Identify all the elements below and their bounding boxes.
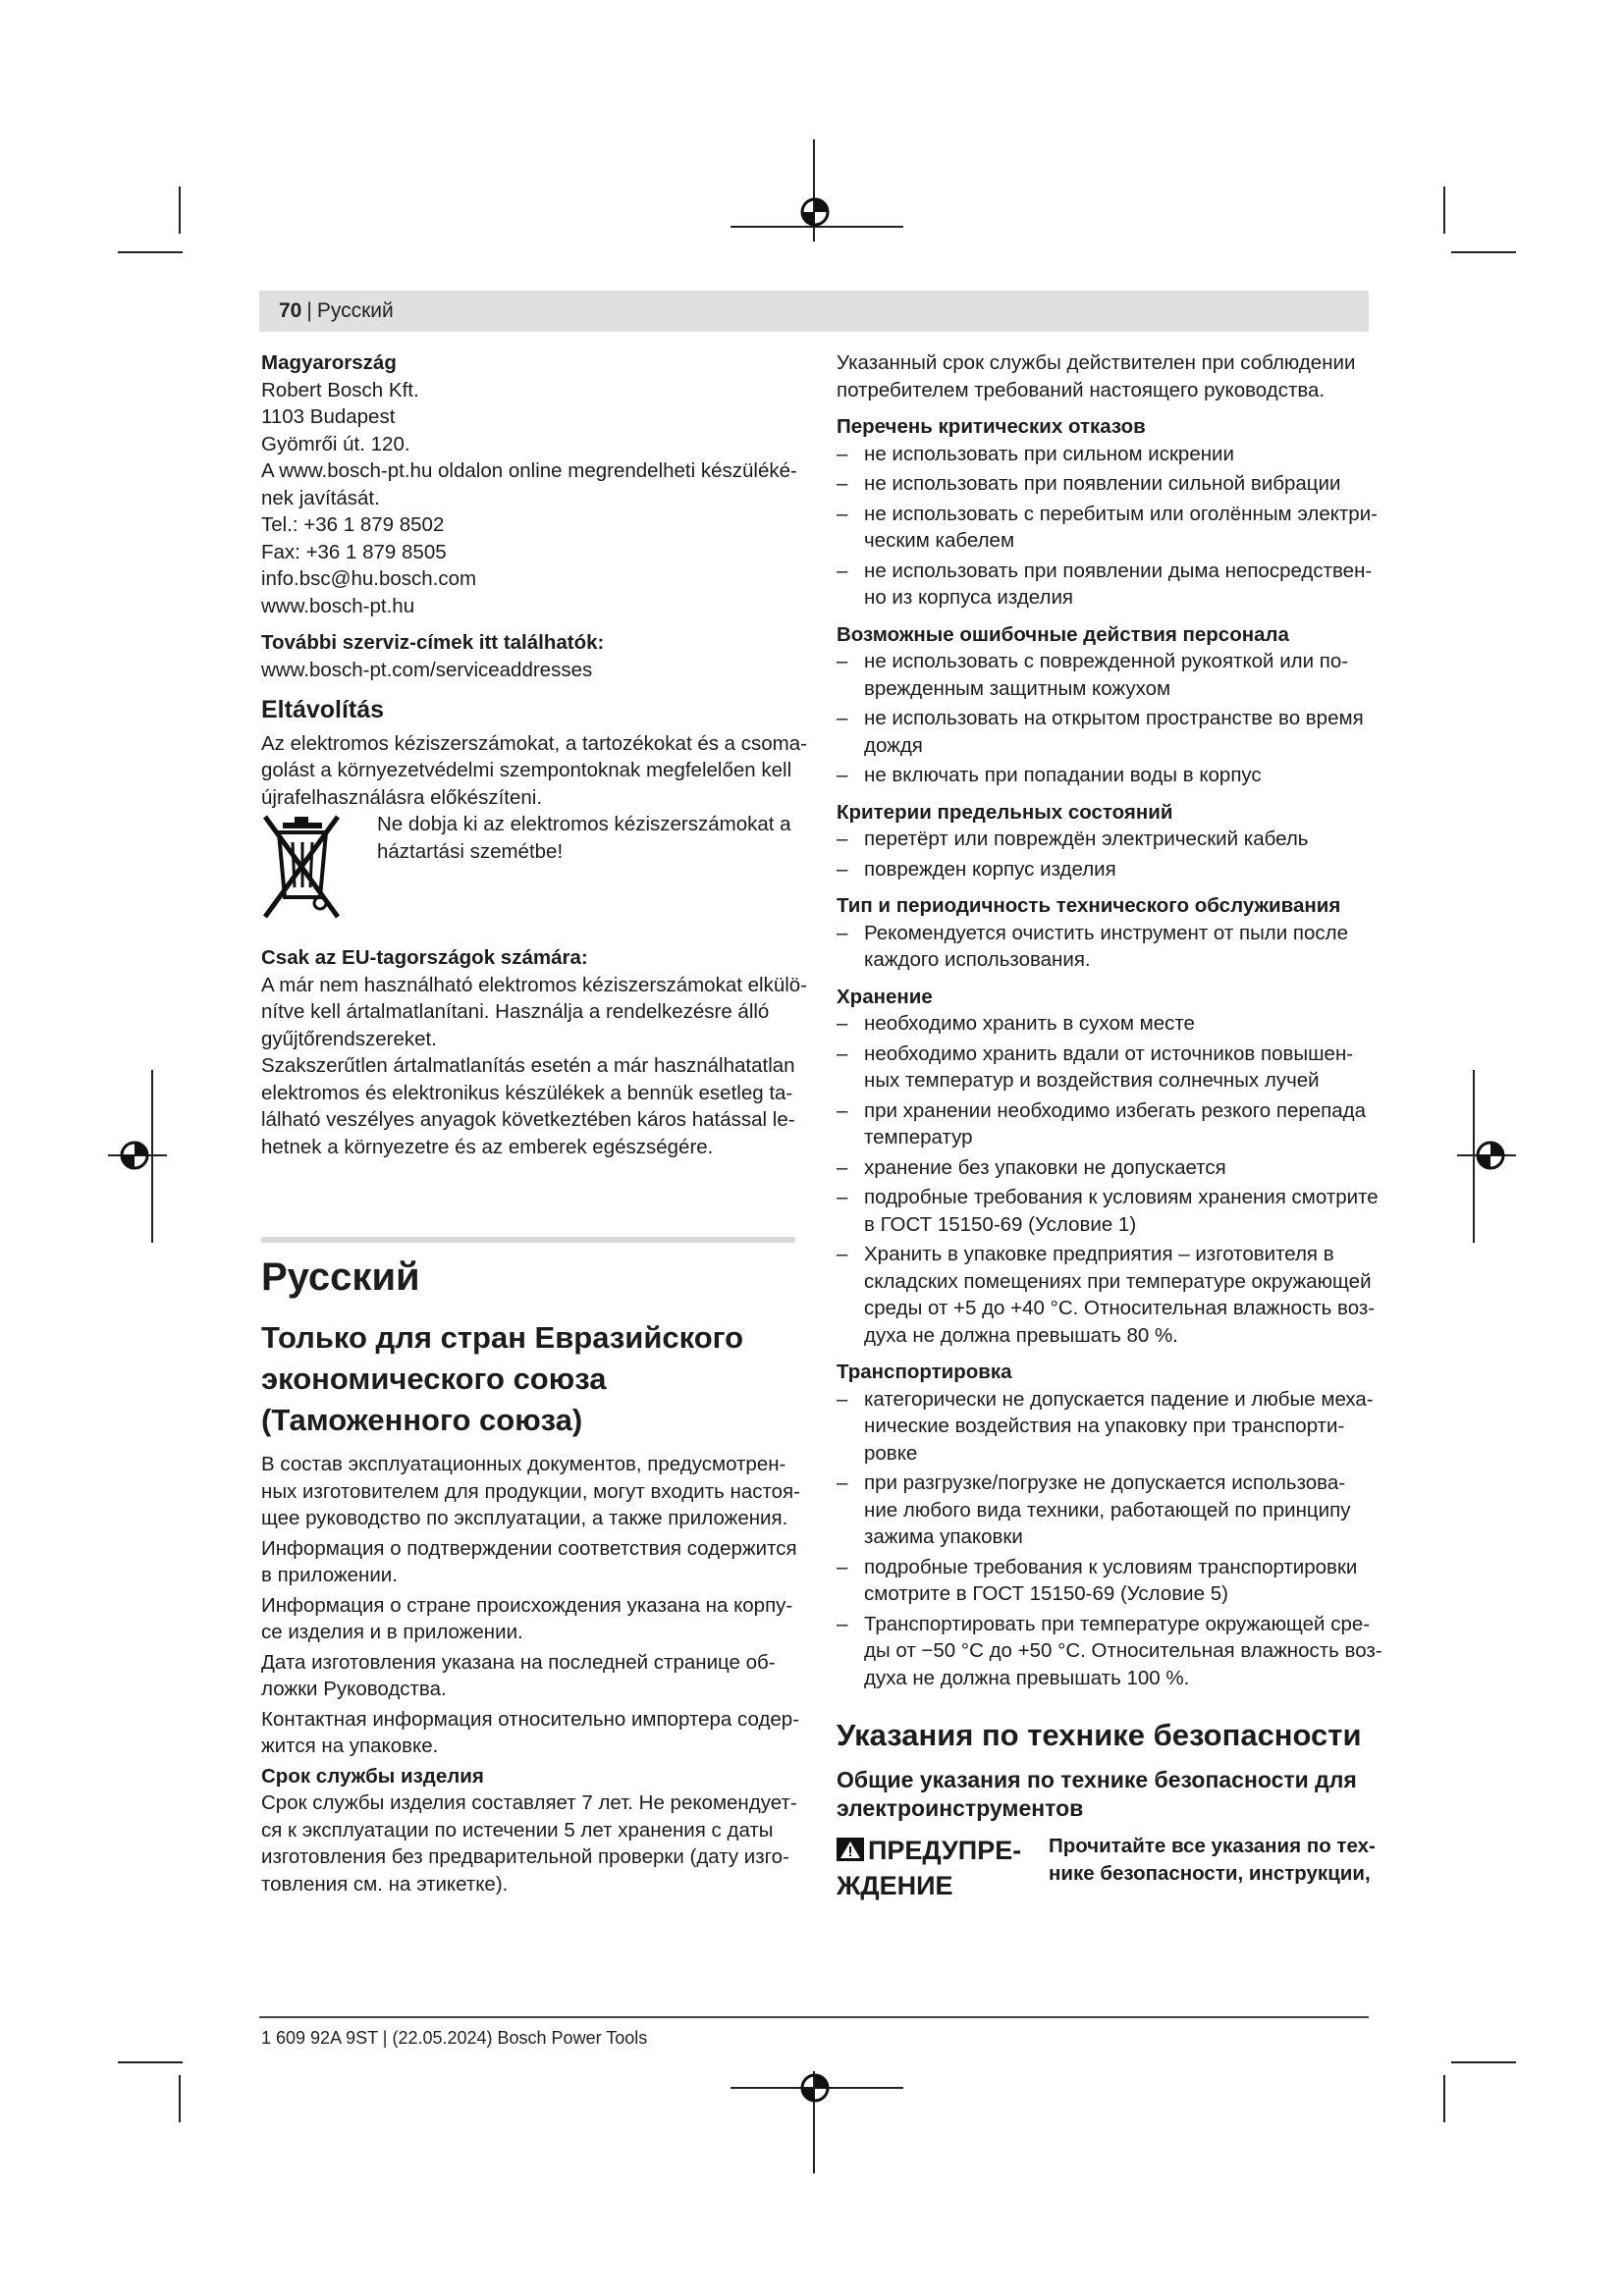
warning-text-line: Прочитайте все указания по тех- [1049, 1835, 1376, 1857]
warning-label-line: ЖДЕНИЕ [837, 1871, 953, 1900]
crop-mark [1451, 2061, 1516, 2063]
warning-text-line: нике безопасности, инструкции, [1049, 1862, 1371, 1885]
contact-email: info.bsc@hu.bosch.com [261, 567, 477, 590]
contact-line: 1103 Budapest [261, 405, 396, 428]
list-item-text: – Транспортировать при температуре окружающей сре- [864, 1612, 1371, 1635]
warning-block [837, 1833, 1375, 1911]
disposal-heading: Eltávolítás [261, 696, 385, 723]
registration-mark-icon [795, 192, 835, 232]
list-item [837, 558, 1375, 612]
warning-label-line: ПРЕДУПРЕ- [868, 1836, 1022, 1865]
footer-rule [259, 2016, 1369, 2018]
left-column [261, 349, 808, 1897]
footer-text: 1 609 92A 9ST | (22.05.2024) Bosch Power Tools [261, 2028, 648, 2048]
list-item-text: – при хранении необходимо избегать резкого перепада [864, 1098, 1367, 1122]
list-item [837, 1041, 1375, 1095]
safety-heading: Указания по технике безопасности [837, 1718, 1362, 1752]
warning-label [837, 1833, 1033, 1903]
list-item [837, 826, 1375, 853]
list-item-text: ных температур и воздействия солнечных лучей [864, 1069, 1320, 1092]
list-item [837, 1611, 1382, 1692]
section-heading: Тип и периодичность технического обслуживания [837, 894, 1341, 917]
disposal-text-line: újrafelhasználásra előkészíteni. [261, 785, 543, 809]
info-line: Информация о стране происхождения указана на корпу- [261, 1593, 793, 1617]
eaeu-heading-line: Только для стран Евразийского [261, 1320, 744, 1355]
list-item-text: но из корпуса изделия [864, 586, 1074, 609]
contact-fax: Fax: +36 1 879 8505 [261, 540, 447, 563]
info-paragraph [261, 1535, 796, 1589]
list-item-text: – подробные требования к условиям транспортировки [864, 1555, 1358, 1578]
service-life-heading: Срок службы изделия [261, 1764, 484, 1788]
crop-mark [118, 2061, 183, 2063]
list-item [837, 470, 1375, 498]
list-item [837, 856, 1375, 883]
list-item-text: – не использовать на открытом пространстве во время [864, 707, 1364, 729]
list-item [837, 1469, 1375, 1551]
service-addresses-url: www.bosch-pt.com/serviceaddresses [261, 658, 593, 681]
crop-mark [1443, 187, 1445, 234]
list-item [837, 1097, 1375, 1151]
eu-text-line: A már nem használható elektromos kéziszerszámokat elkülö- [261, 973, 808, 996]
intro-line: Указанный срок службы действителен при соблюдении [837, 351, 1356, 374]
more-addresses-heading: További szerviz-címek itt találhatók: [261, 631, 605, 654]
info-paragraph [261, 1592, 796, 1646]
eu-text-line: elektromos és elektronikus készülékek a bennük esetleg ta- [261, 1081, 793, 1104]
eu-text-line: hetnek a környezetre és az emberek egészségére. [261, 1135, 714, 1158]
info-paragraph [261, 1706, 800, 1760]
list-item-text: – Хранить в упаковке предприятия – изготовителя в [864, 1243, 1334, 1265]
weee-notice [261, 811, 796, 931]
info-line: се изделия и в приложении. [261, 1621, 523, 1643]
list-item-text: ческим кабелем [864, 529, 1015, 552]
eu-text-line: gyűjtőrendszereket. [261, 1027, 437, 1050]
section-heading: Возможные ошибочные действия персонала [837, 622, 1289, 646]
info-line: ложки Руководства. [261, 1678, 447, 1700]
info-line: Контактная информация относительно импортера содер- [261, 1707, 800, 1731]
service-life-line: Срок службы изделия составляет 7 лет. Не рекомендует- [261, 1791, 797, 1814]
list-item-text: – не использовать при появлении сильной вибрации [864, 472, 1341, 495]
warning-text [1049, 1833, 1378, 1888]
section-heading: Транспортировка [837, 1361, 1012, 1383]
eaeu-heading-line: экономического союза [261, 1362, 607, 1396]
language-heading: Русский [261, 1255, 420, 1299]
info-paragraph [261, 1451, 800, 1532]
info-line: жится на упаковке. [261, 1735, 439, 1757]
weee-text-line: háztartási szemétbe! [377, 839, 564, 863]
list-item-text: – Рекомендуется очистить инструмент от пыли после [864, 921, 1349, 944]
section-heading: Перечень критических отказов [837, 415, 1146, 438]
list-item-text: – при разгрузке/погрузке не допускается использова- [864, 1471, 1346, 1494]
crop-mark [179, 2075, 181, 2122]
info-line: Дата изготовления указана на последней странице об- [261, 1650, 776, 1674]
info-paragraph [261, 1649, 796, 1703]
contact-website: www.bosch-pt.hu [261, 594, 415, 617]
safety-subheading-line: Общие указания по технике безопасности для [837, 1767, 1357, 1792]
list-item [837, 1241, 1375, 1349]
disposal-text-line: golást a környezetvédelmi szempontoknak megfelelően kell [261, 759, 792, 781]
page-number: 70 [279, 299, 302, 322]
list-item [837, 1184, 1379, 1238]
weee-text-line: Ne dobja ki az elektromos kéziszerszámokat a [377, 813, 791, 835]
contact-line: nek javítását. [261, 486, 380, 509]
list-item [837, 1010, 1375, 1038]
list-item-text: – необходимо хранить в сухом месте [864, 1012, 1195, 1035]
list-item-text: среды от +5 до +40 °C. Относительная влажность воз- [864, 1297, 1376, 1319]
info-line: ных изготовителем для продукции, могут входить настоя- [261, 1479, 800, 1503]
eu-text-line: Szakszerűtlen ártalmatlanítás esetén a már használhatatlan [261, 1054, 795, 1077]
list-item [837, 1386, 1375, 1468]
list-item-text: зажима упаковки [864, 1525, 1023, 1548]
service-life-line: изготовления без предварительной проверки (дату изго- [261, 1845, 789, 1868]
list-item-text: – не использовать при появлении дыма непосредствен- [864, 559, 1373, 582]
list-item-text: температур [864, 1126, 973, 1148]
service-life-line: ся к эксплуатации по истечении 5 лет хранения с даты [261, 1818, 774, 1842]
language-divider [261, 1237, 795, 1243]
section-heading: Критерии предельных состояний [837, 800, 1173, 824]
list-item-text: – хранение без упаковки не допускается [864, 1155, 1226, 1179]
list-item [837, 1554, 1375, 1608]
list-item-text: – перетёрт или повреждён электрический кабель [864, 828, 1309, 850]
registration-mark-icon [115, 1136, 154, 1175]
list-item-text: каждого использования. [864, 948, 1091, 971]
header-separator: | [306, 299, 312, 322]
crossed-out-wheelie-bin-icon [261, 813, 342, 923]
info-line: щее руководство по эксплуатации, а также приложения. [261, 1507, 788, 1529]
list-item-text: – не использовать с перебитым или оголённым электри- [864, 502, 1378, 525]
list-item-text: ние любого вида техники, работающей по принципу [864, 1498, 1351, 1522]
info-line: Информация о подтверждении соответствия содержится [261, 1536, 797, 1560]
right-column [837, 349, 1382, 1911]
list-item-text: складских помещениях при температуре окружающей [864, 1269, 1372, 1293]
list-item-text: в ГОСТ 15150-69 (Условие 1) [864, 1212, 1137, 1236]
list-item [837, 441, 1375, 468]
list-item-text: врежденным защитным кожухом [864, 676, 1171, 700]
eu-text-line: nítve kell ártalmatlanítani. Használja a rendelkezésre álló [261, 1000, 770, 1023]
service-life-line: товления см. на этикетке). [261, 1872, 509, 1896]
list-item-text: – не использовать при сильном искрении [864, 442, 1234, 465]
eu-text-line: lálható veszélyes anyagok következtében káros hatással le- [261, 1108, 795, 1131]
list-item [837, 501, 1378, 555]
crop-mark [1451, 251, 1516, 253]
list-item-text: – поврежден корпус изделия [864, 857, 1116, 881]
info-line: В состав эксплуатационных документов, предусмотрен- [261, 1453, 786, 1475]
list-item [837, 762, 1375, 789]
contact-phone: Tel.: +36 1 879 8502 [261, 513, 445, 536]
info-line: в приложении. [261, 1564, 398, 1586]
list-item [837, 1154, 1375, 1182]
crop-mark [179, 187, 181, 234]
eaeu-heading-line: (Таможенного союза) [261, 1403, 583, 1437]
list-item-text: смотрите в ГОСТ 15150-69 (Условие 5) [864, 1582, 1228, 1605]
list-item-text: – не включать при попадании воды в корпус [864, 764, 1262, 786]
warning-triangle-icon [837, 1838, 864, 1861]
contact-line: Gyömrői út. 120. [261, 432, 410, 455]
header-section: Русский [316, 299, 394, 322]
list-item-text: – подробные требования к условиям хранения смотрите [864, 1186, 1379, 1208]
eu-heading: Csak az EU-tagországok számára: [261, 946, 588, 969]
list-item [837, 920, 1375, 974]
list-item-text: ровке [864, 1441, 918, 1465]
contact-line: A www.bosch-pt.hu oldalon online megrendelheti készüléké- [261, 459, 797, 482]
list-item [837, 648, 1375, 702]
disposal-text-line: Az elektromos kéziszerszámokat, a tartozékokat és a csoma- [261, 731, 807, 755]
list-item-text: духа не должна превышать 100 %. [864, 1666, 1190, 1689]
page-header [259, 291, 1369, 332]
intro-line: потребителем требований настоящего руководства. [837, 378, 1326, 401]
list-item-text: нические воздействия на упаковку при транспорти- [864, 1415, 1345, 1437]
crop-mark [118, 251, 183, 253]
registration-mark-icon [795, 2068, 835, 2108]
contact-line: Robert Bosch Kft. [261, 378, 419, 401]
list-item [837, 705, 1375, 759]
list-item-text: – не использовать с поврежденной рукояткой или по- [864, 650, 1349, 672]
crop-mark [1443, 2075, 1445, 2122]
section-heading: Хранение [837, 985, 933, 1008]
safety-subheading-line: электроинструментов [837, 1795, 1084, 1821]
list-item-text: ды от −50 °C до +50 °C. Относительная влажность воз- [864, 1639, 1382, 1662]
registration-mark-icon [1471, 1136, 1510, 1175]
weee-text [377, 811, 789, 865]
list-item-text: – необходимо хранить вдали от источников повышен- [864, 1041, 1354, 1065]
list-item-text: дождя [864, 733, 923, 757]
contact-country: Magyarország [261, 351, 397, 374]
list-item-text: духа не должна превышать 80 %. [864, 1323, 1178, 1347]
list-item-text: – категорически не допускается падение и любые меха- [864, 1387, 1374, 1411]
